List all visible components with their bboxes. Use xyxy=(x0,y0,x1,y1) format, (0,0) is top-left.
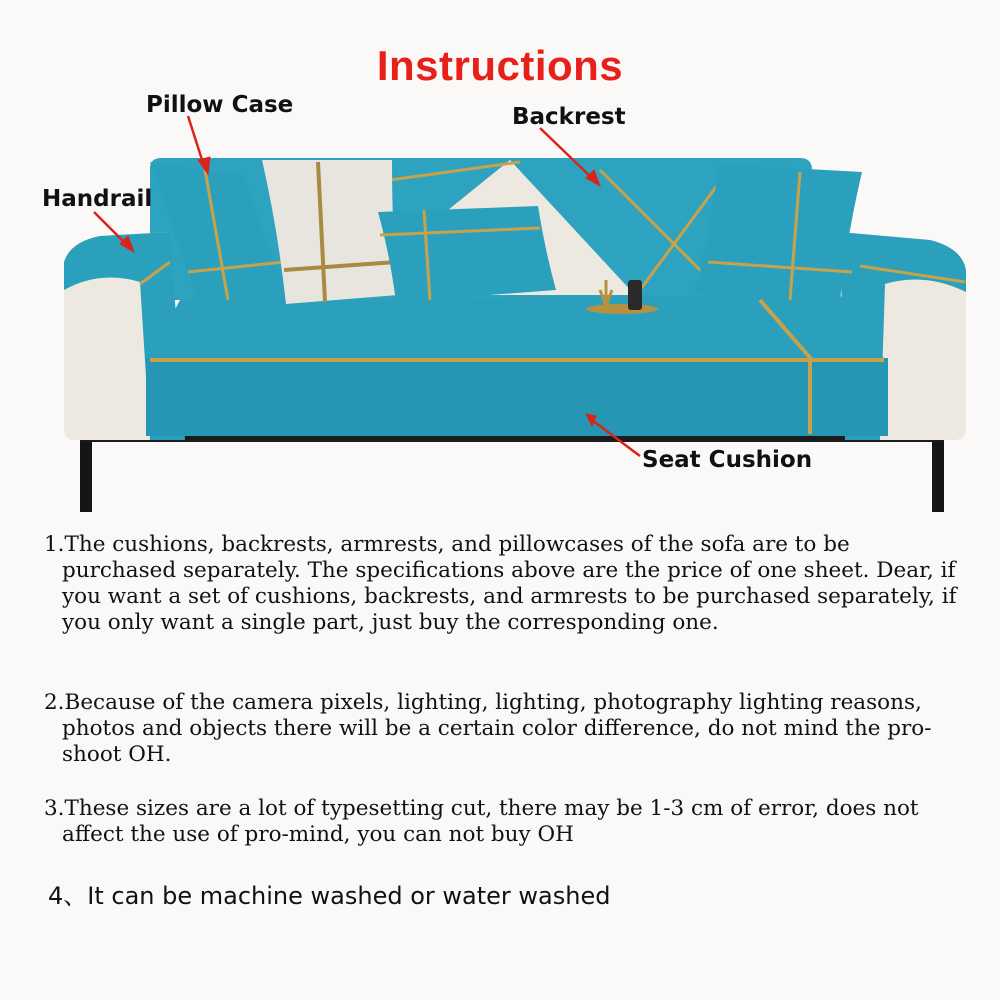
note-1-rest: purchased separately. The specifications above are the price of one sheet. Dear, if you want a set of cushions, backrests, and armrests to be purchased separately, if you only want a single part, just buy the corresponding one. xyxy=(62,558,957,635)
sofa-leg-right xyxy=(932,435,944,512)
note-2-first-line: 2.Because of the camera pixels, lighting, lighting, photography lighting reasons, xyxy=(44,690,922,715)
note-3-rest: affect the use of pro-mind, you can not buy OH xyxy=(62,822,574,847)
seat-top xyxy=(148,295,885,360)
note-4: 4、It can be machine washed or water washed xyxy=(48,882,611,910)
label-backrest: Backrest xyxy=(512,104,626,130)
vase xyxy=(628,280,642,310)
note-1-first-line: 1.The cushions, backrests, armrests, and pillowcases of the sofa are to be xyxy=(44,532,850,557)
tray xyxy=(586,304,658,314)
seat-front xyxy=(146,358,888,436)
note-1 xyxy=(44,532,984,636)
note-2 xyxy=(44,690,984,768)
note-2-rest: photos and objects there will be a certain color difference, do not mind the pro-shoot OH. xyxy=(62,716,932,767)
label-pillow-case: Pillow Case xyxy=(146,92,294,118)
label-seat-cushion: Seat Cushion xyxy=(642,447,813,473)
pillow-teal-small xyxy=(378,206,556,302)
page-title: Instructions xyxy=(376,42,624,89)
label-handrail: Handrail xyxy=(42,186,153,212)
note-3 xyxy=(44,796,984,848)
pillow-teal-right xyxy=(694,164,862,302)
note-3-first-line: 3.These sizes are a lot of typesetting cut, there may be 1-3 cm of error, does not xyxy=(44,796,919,821)
sofa-leg-left xyxy=(80,435,92,512)
